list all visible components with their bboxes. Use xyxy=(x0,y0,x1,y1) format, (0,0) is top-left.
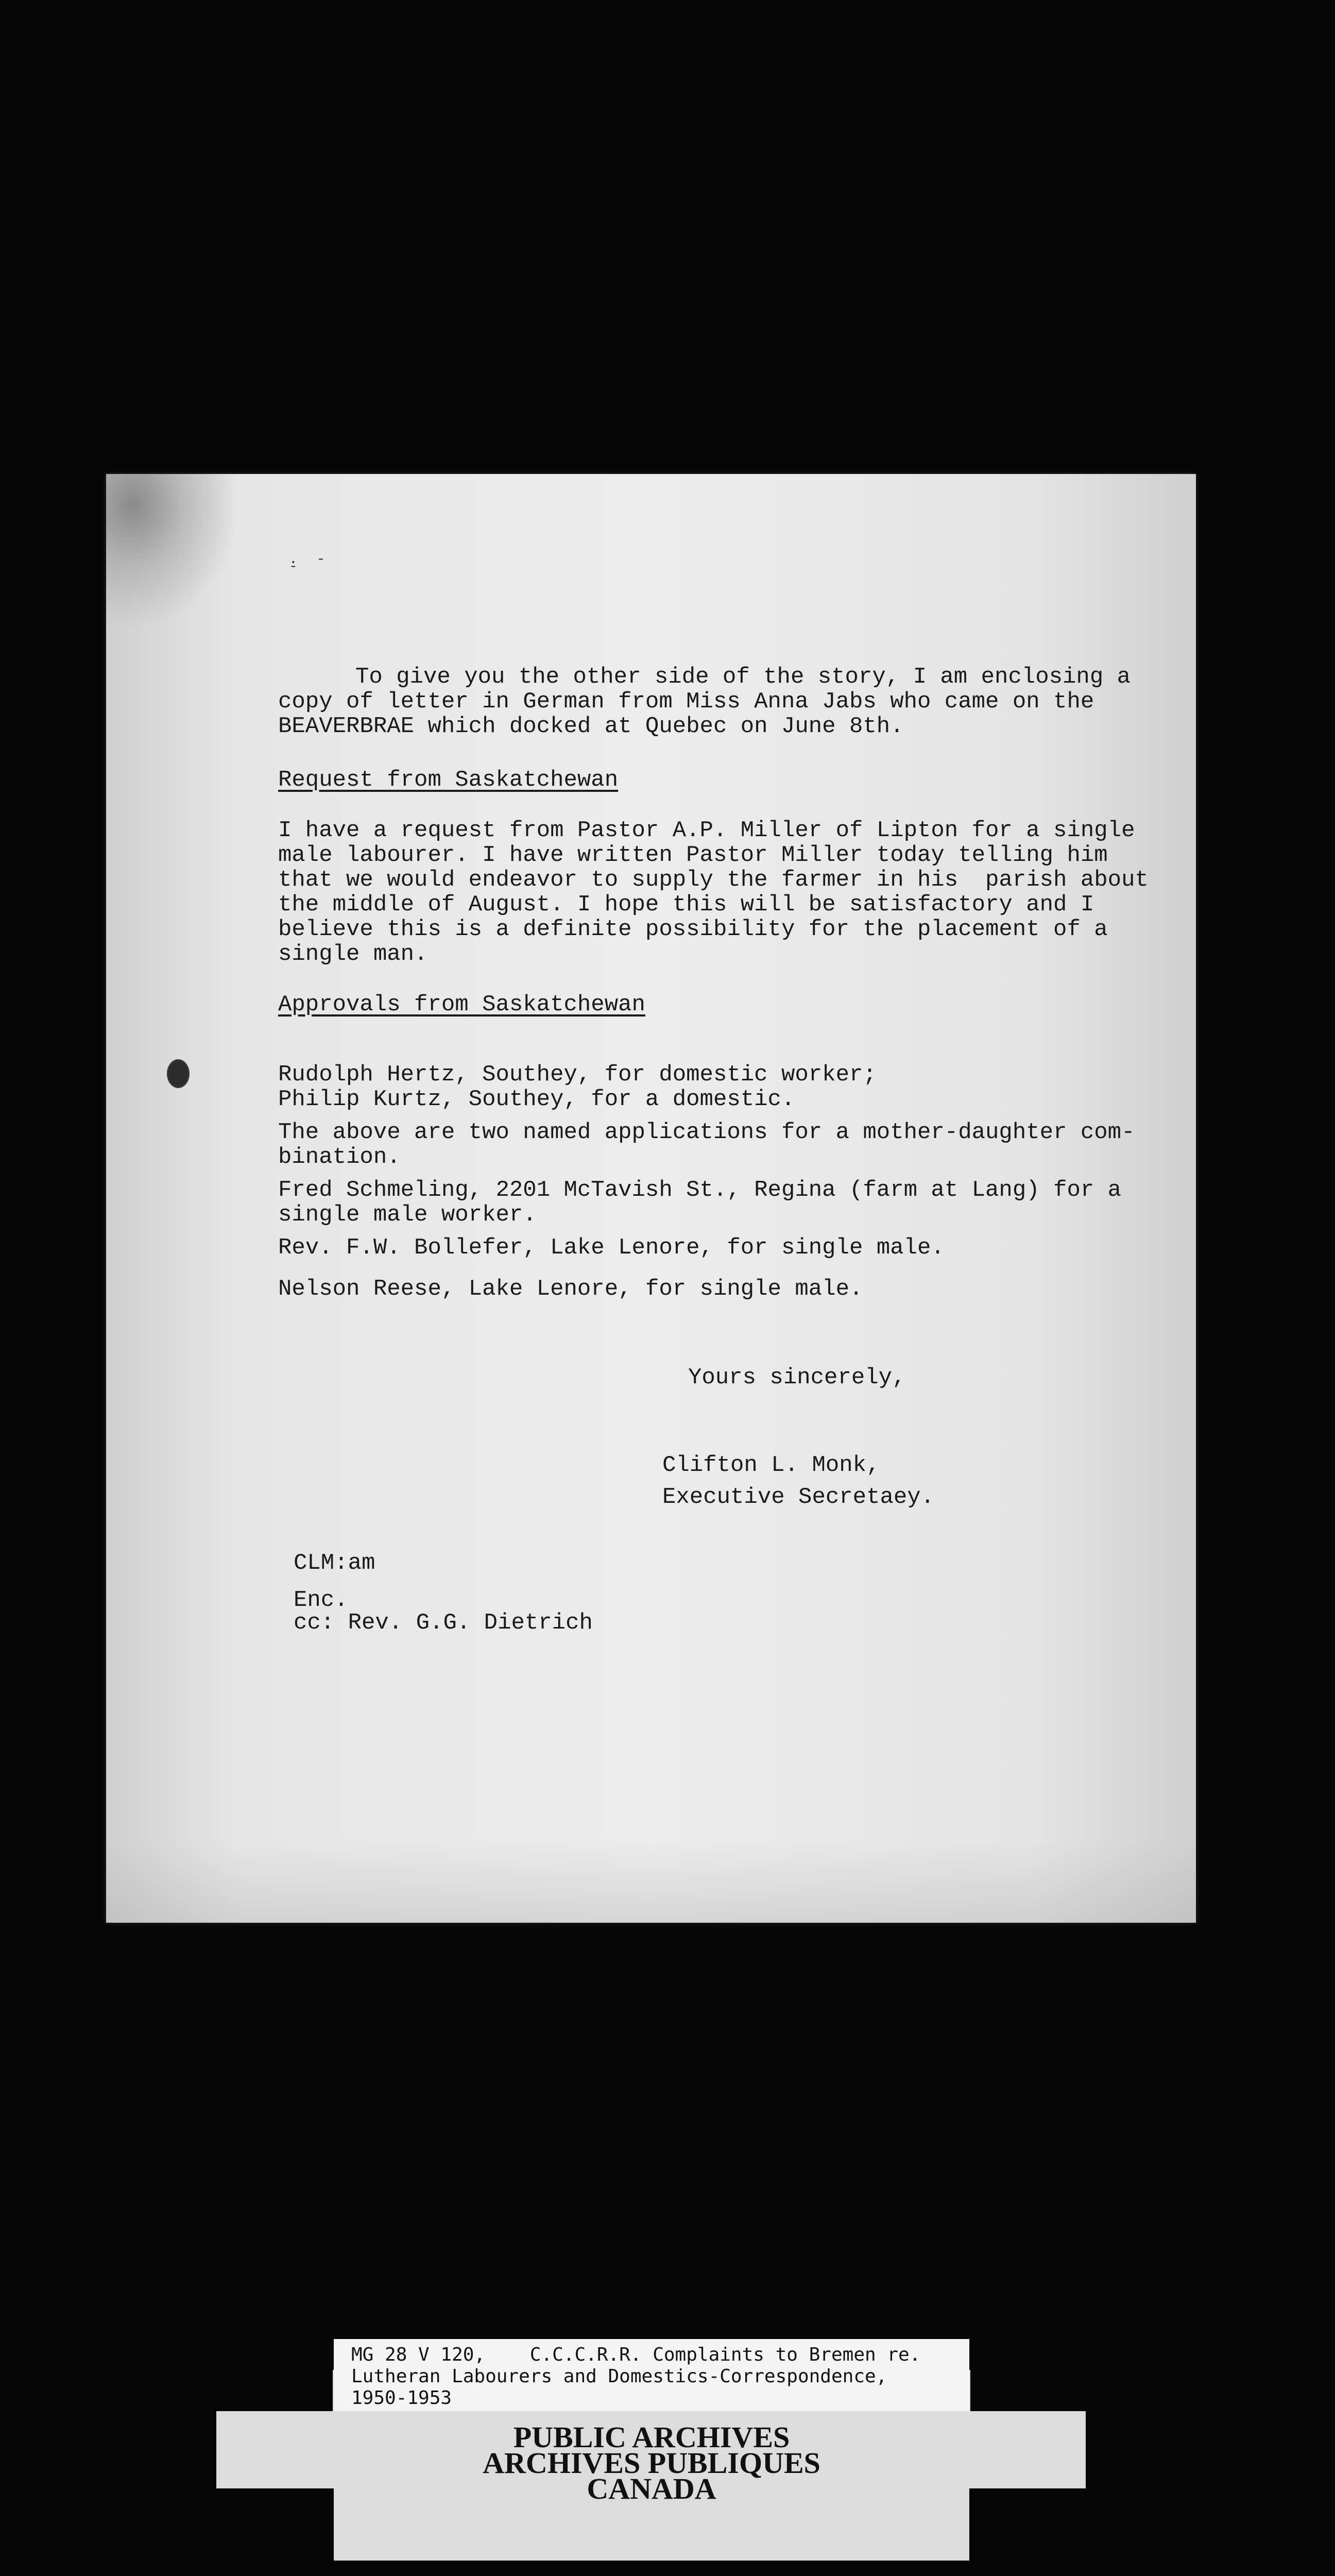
label-cutout-right xyxy=(970,2370,1086,2411)
reference-line-3: 1950-1953 xyxy=(351,2387,452,2409)
para1-line-3: BEAVERBRAE which docked at Quebec on June 8th. xyxy=(278,714,904,739)
heading-request: Request from Saskatchewan xyxy=(278,767,619,793)
punch-hole xyxy=(167,1059,190,1088)
approval-line-3: The above are two named applications for a mother-daughter com- xyxy=(278,1120,1135,1145)
heading-approvals: Approvals from Saskatchewan xyxy=(278,992,645,1018)
approval-line-4: bination. xyxy=(278,1144,401,1170)
stamp-line-3: CANADA xyxy=(587,2472,716,2505)
initials: CLM:am xyxy=(294,1550,375,1576)
approval-line-7: Rev. F.W. Bollefer, Lake Lenore, for single male. xyxy=(278,1235,945,1261)
archive-reference-label xyxy=(334,2339,969,2411)
signer-title: Executive Secretaey. xyxy=(662,1484,935,1510)
closing: Yours sincerely, xyxy=(688,1365,906,1391)
approval-line-8: Nelson Reese, Lake Lenore, for single male. xyxy=(278,1276,863,1302)
label-cutout-left xyxy=(216,2370,333,2411)
para2-line-2: male labourer. I have written Pastor Miller today telling him xyxy=(278,842,1108,868)
approval-line-5: Fred Schmeling, 2201 McTavish St., Regina (farm at Lang) for a xyxy=(278,1177,1122,1203)
reference-line-2: Lutheran Labourers and Domestics-Correspondence, xyxy=(351,2366,887,2387)
para2-line-4: the middle of August. I hope this will be satisfactory and I xyxy=(278,892,1094,918)
carbon-copy: cc: Rev. G.G. Dietrich xyxy=(294,1610,593,1636)
signer-name: Clifton L. Monk, xyxy=(662,1452,880,1478)
stamp-line-2: ARCHIVES PUBLIQUES xyxy=(483,2446,820,2480)
stamp-line-1: PUBLIC ARCHIVES xyxy=(513,2420,790,2454)
enclosure: Enc. xyxy=(294,1587,348,1613)
para2-line-5: believe this is a definite possibility for the placement of a xyxy=(278,917,1108,942)
archives-stamp xyxy=(334,2411,969,2561)
page-marks: . - - xyxy=(289,552,331,575)
approval-line-2: Philip Kurtz, Southey, for a domestic. xyxy=(278,1087,795,1112)
approval-line-6: single male worker. xyxy=(278,1202,537,1228)
approval-line-1: Rudolph Hertz, Southey, for domestic worker; xyxy=(278,1062,877,1088)
para2-line-6: single man. xyxy=(278,941,428,967)
reference-line-1: MG 28 V 120, C.C.C.R.R. Complaints to Bremen re. xyxy=(351,2344,921,2365)
para2-line-3: that we would endeavor to supply the farmer in his parish about xyxy=(278,867,1149,893)
para2-line-1: I have a request from Pastor A.P. Miller of Lipton for a single xyxy=(278,818,1135,843)
letter-page xyxy=(106,474,1196,1923)
para1-line-2: copy of letter in German from Miss Anna Jabs who came on the xyxy=(278,689,1094,715)
para1-line-1: To give you the other side of the story, I am enclosing a xyxy=(355,664,1131,690)
